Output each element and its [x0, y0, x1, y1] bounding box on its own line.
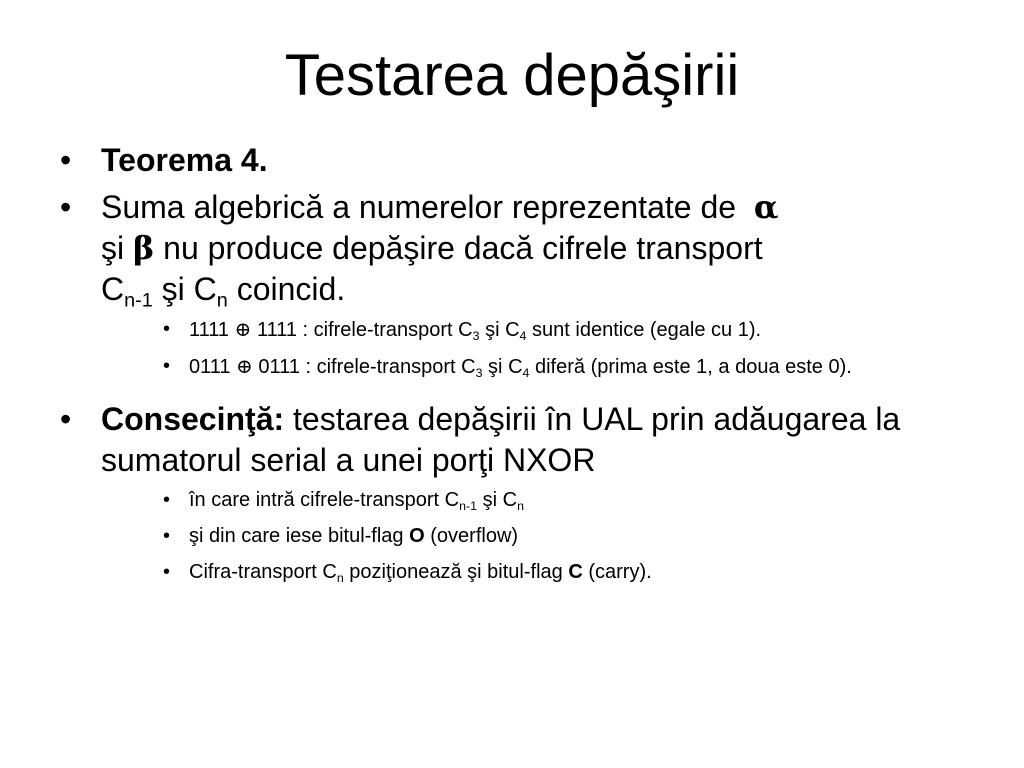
detail-text: Cifra-transport	[189, 561, 317, 583]
detail-text: poziţionează şi bitul-flag	[349, 561, 563, 583]
carry-c3: $C_3$	[461, 356, 483, 380]
consequence-label: Consecinţă:	[101, 401, 285, 437]
example-mid: şi	[485, 319, 500, 341]
alpha-symbol: α	[753, 188, 779, 226]
example-mid: şi	[488, 356, 503, 378]
carry-c4: $C_4$	[505, 319, 527, 343]
carry-cn1: $C_{n-1}$	[101, 271, 153, 312]
example-tail: diferă (prima este 1, a doua este 0).	[534, 356, 852, 378]
detail-item	[163, 559, 980, 586]
statement-text-a: Suma algebrică a numerelor reprezentate de	[101, 189, 737, 225]
detail-text: şi din care iese bitul-flag	[189, 525, 404, 547]
example-tail: sunt identice (egale cu 1).	[532, 319, 762, 341]
carry-c4: $C_4$	[508, 356, 530, 380]
bullet-icon: •	[163, 561, 171, 583]
example-rhs: 1111 : cifrele-transport	[256, 319, 453, 341]
detail-text: în care intră cifrele-transport	[189, 489, 440, 511]
detail-tail: (carry).	[588, 561, 652, 583]
example-rhs: 0111 : cifrele-transport	[258, 356, 456, 378]
carry-cn: $C_n$	[193, 271, 228, 312]
bullet-icon: •	[163, 355, 171, 377]
consequence-text: testarea depăşirii în UAL prin adăugarea la sumatorul serial a unei porţi NXOR	[101, 401, 901, 478]
bullet-icon: •	[60, 401, 72, 437]
example-item	[163, 316, 980, 344]
carry-cn: $C_n$	[322, 561, 344, 585]
example-lhs: 0111	[189, 356, 231, 378]
statement-text-b: şi	[101, 230, 125, 266]
bullet-consequence	[60, 399, 980, 481]
bullet-theorem	[60, 140, 980, 181]
bullet-icon: •	[60, 189, 72, 225]
slide-title: Testarea depăşirii	[284, 43, 740, 108]
bullet-icon: •	[163, 525, 171, 547]
detail-mid: şi	[482, 489, 498, 511]
bullet-icon: •	[163, 318, 171, 340]
detail-tail: (overflow)	[430, 525, 519, 547]
carry-c3: $C_3$	[458, 319, 480, 343]
bullet-icon: •	[163, 489, 171, 511]
bullet-statement	[60, 187, 980, 310]
example-lhs: 1111	[189, 319, 230, 341]
detail-item	[163, 523, 980, 550]
bullet-icon: •	[60, 142, 72, 178]
beta-symbol: β	[133, 229, 155, 267]
statement-text-d: şi	[161, 271, 185, 307]
carry-flag: C	[568, 561, 583, 583]
xor-operator: ⊕	[234, 317, 252, 341]
theorem-label: Teorema 4.	[101, 142, 268, 178]
carry-cn: $C_n$	[502, 489, 524, 513]
example-item	[163, 353, 980, 381]
overflow-flag: O	[409, 525, 425, 547]
detail-item	[163, 487, 980, 514]
statement-text-c: nu produce depăşire dacă cifrele transport	[163, 230, 763, 266]
slide-content	[60, 140, 980, 595]
carry-cn1: $C_{n-1}$	[444, 489, 478, 513]
xor-operator: ⊕	[236, 354, 253, 378]
statement-text-e: coincid.	[236, 271, 346, 307]
